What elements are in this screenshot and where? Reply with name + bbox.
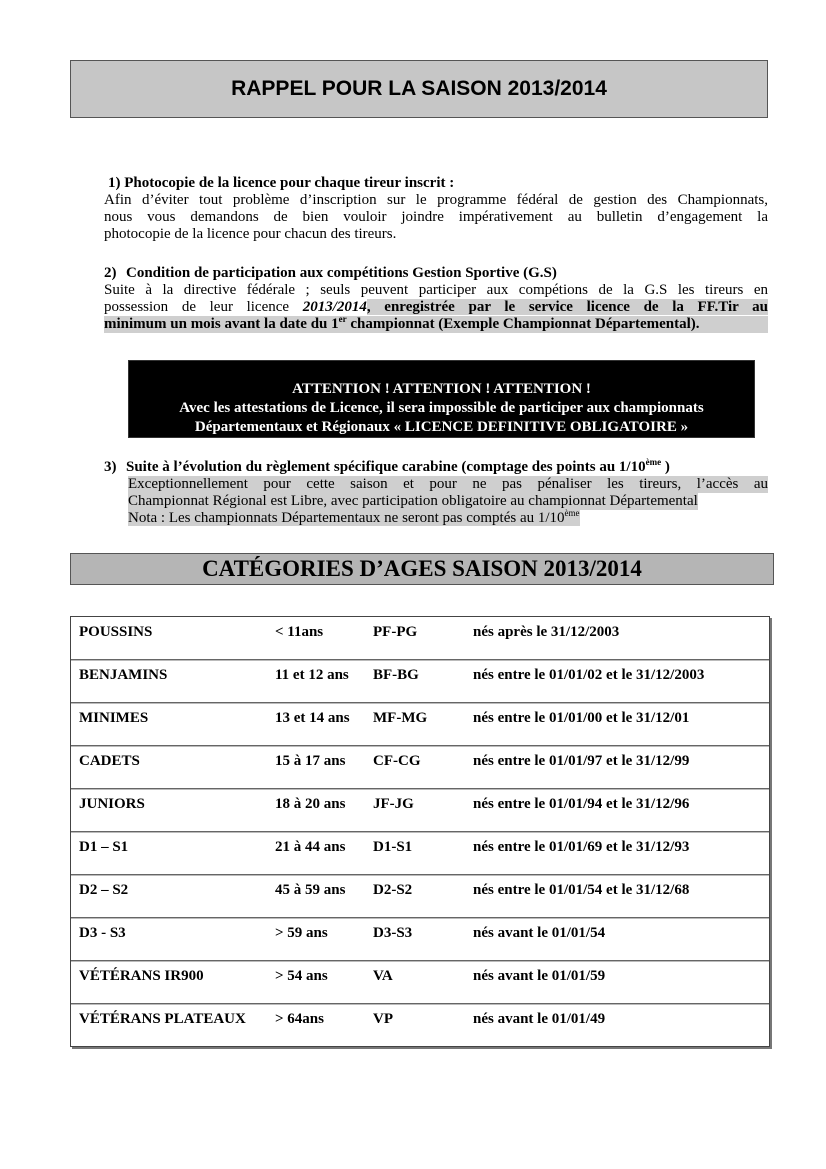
text-line: Suite à la directive fédérale ; seuls peuvent participer aux compétions de la G.S les tireurs en	[104, 282, 768, 298]
highlight-line	[104, 316, 768, 333]
category-code: JF-JG	[373, 796, 414, 812]
text-run: minimum un mois avant la date du 1	[104, 316, 339, 332]
table-row	[71, 746, 769, 789]
category-code: CF-CG	[373, 753, 421, 769]
highlight-line: Championnat Régional est Libre, avec participation obligatoire au championnat Départemental	[128, 493, 698, 509]
highlight-text: , enregistrée par le service licence de la FF.Tir au	[366, 299, 769, 315]
category-birth: nés avant le 01/01/49	[473, 1011, 606, 1027]
category-birth: nés entre le 01/01/69 et le 31/12/93	[473, 839, 690, 855]
category-age: > 59 ans	[275, 925, 328, 941]
table-row	[71, 703, 769, 746]
category-birth: nés entre le 01/01/94 et le 31/12/96	[473, 796, 690, 812]
category-code: D3-S3	[373, 925, 413, 941]
category-code: D1-S1	[373, 839, 413, 855]
superscript: er	[338, 314, 347, 324]
category-birth: nés avant le 01/01/59	[473, 968, 606, 984]
page-title: RAPPEL POUR LA SAISON 2013/2014	[70, 60, 768, 118]
season-emphasis: 2013/2014	[302, 299, 367, 315]
section-heading-end: )	[661, 459, 670, 475]
section-participation	[104, 265, 768, 333]
category-birth: nés après le 31/12/2003	[473, 624, 620, 640]
text-run: possession de leur licence	[104, 299, 290, 315]
category-age: 11 et 12 ans	[275, 667, 349, 683]
attention-box	[128, 360, 755, 438]
category-age: 45 à 59 ans	[275, 882, 346, 898]
table-row	[71, 617, 769, 660]
section-number: 3)	[104, 459, 117, 475]
attention-text: Départementaux et Régionaux « LICENCE DEFINITIVE OBLIGATOIRE »	[194, 419, 689, 435]
table-row	[71, 961, 769, 1004]
superscript: ème	[645, 457, 662, 467]
text-line: Afin d’éviter tout problème d’inscription sur le programme fédéral de gestion des Championnats,	[104, 192, 768, 208]
text-line: nous vous demandons de bien vouloir joindre impérativement au bulletin d’engagement la	[104, 209, 768, 225]
highlight-line: Exceptionnellement pour cette saison et pour ne pas pénaliser les tireurs, l’accès au	[128, 476, 768, 492]
table-row	[71, 1004, 769, 1046]
category-birth: nés entre le 01/01/54 et le 31/12/68	[473, 882, 690, 898]
section-heading: Suite à l’évolution du règlement spécifique carabine (comptage des points au 1/10	[126, 459, 646, 475]
category-birth: nés entre le 01/01/97 et le 31/12/99	[473, 753, 690, 769]
category-age: < 11ans	[275, 624, 324, 640]
section-number: 1)	[108, 175, 121, 191]
section-heading: Photocopie de la licence pour chaque tireur inscrit :	[124, 175, 455, 191]
category-code: VP	[373, 1011, 393, 1027]
category-name: D1 – S1	[79, 839, 129, 855]
text-run: championnat (Exemple Championnat Départemental).	[346, 316, 700, 332]
category-name: POUSSINS	[79, 624, 153, 640]
category-code: VA	[373, 968, 393, 984]
category-code: PF-PG	[373, 624, 418, 640]
section-heading: Condition de participation aux compétitions Gestion Sportive (G.S)	[126, 265, 557, 281]
category-name: VÉTÉRANS PLATEAUX	[79, 1011, 246, 1027]
section-carabine	[104, 459, 768, 527]
attention-text: Avec les attestations de Licence, il sera impossible de participer aux championnats	[179, 400, 704, 416]
text-line	[104, 299, 768, 316]
category-name: D2 – S2	[79, 882, 129, 898]
category-code: MF-MG	[373, 710, 428, 726]
attention-heading: ATTENTION ! ATTENTION ! ATTENTION !	[292, 381, 591, 397]
category-name: BENJAMINS	[79, 667, 168, 683]
category-age: 21 à 44 ans	[275, 839, 346, 855]
highlight-line	[128, 510, 580, 526]
categories-title: CATÉGORIES D’AGES SAISON 2013/2014	[70, 553, 774, 585]
category-age: > 54 ans	[275, 968, 328, 984]
category-name: MINIMES	[79, 710, 149, 726]
category-age: 15 à 17 ans	[275, 753, 346, 769]
text-line: photocopie de la licence pour chacun des tireurs.	[104, 226, 397, 242]
table-row	[71, 660, 769, 703]
category-birth: nés entre le 01/01/00 et le 31/12/01	[473, 710, 690, 726]
category-code: BF-BG	[373, 667, 419, 683]
category-age: 18 à 20 ans	[275, 796, 346, 812]
table-row	[71, 789, 769, 832]
superscript: ème	[564, 508, 580, 518]
category-name: JUNIORS	[79, 796, 145, 812]
category-age: 13 et 14 ans	[275, 710, 350, 726]
table-row	[71, 832, 769, 875]
table-row	[71, 918, 769, 961]
table-row	[71, 875, 769, 918]
section-number: 2)	[104, 265, 117, 281]
category-birth: nés entre le 01/01/02 et le 31/12/2003	[473, 667, 705, 683]
category-name: D3 - S3	[79, 925, 126, 941]
category-code: D2-S2	[373, 882, 413, 898]
text-run: Nota : Les championnats Départementaux ne seront pas comptés au 1/10	[128, 510, 565, 526]
category-age: > 64ans	[275, 1011, 324, 1027]
category-name: CADETS	[79, 753, 140, 769]
categories-table	[70, 616, 770, 1047]
category-name: VÉTÉRANS IR900	[79, 968, 204, 984]
section-licence-photocopy	[104, 175, 768, 243]
category-birth: nés avant le 01/01/54	[473, 925, 606, 941]
